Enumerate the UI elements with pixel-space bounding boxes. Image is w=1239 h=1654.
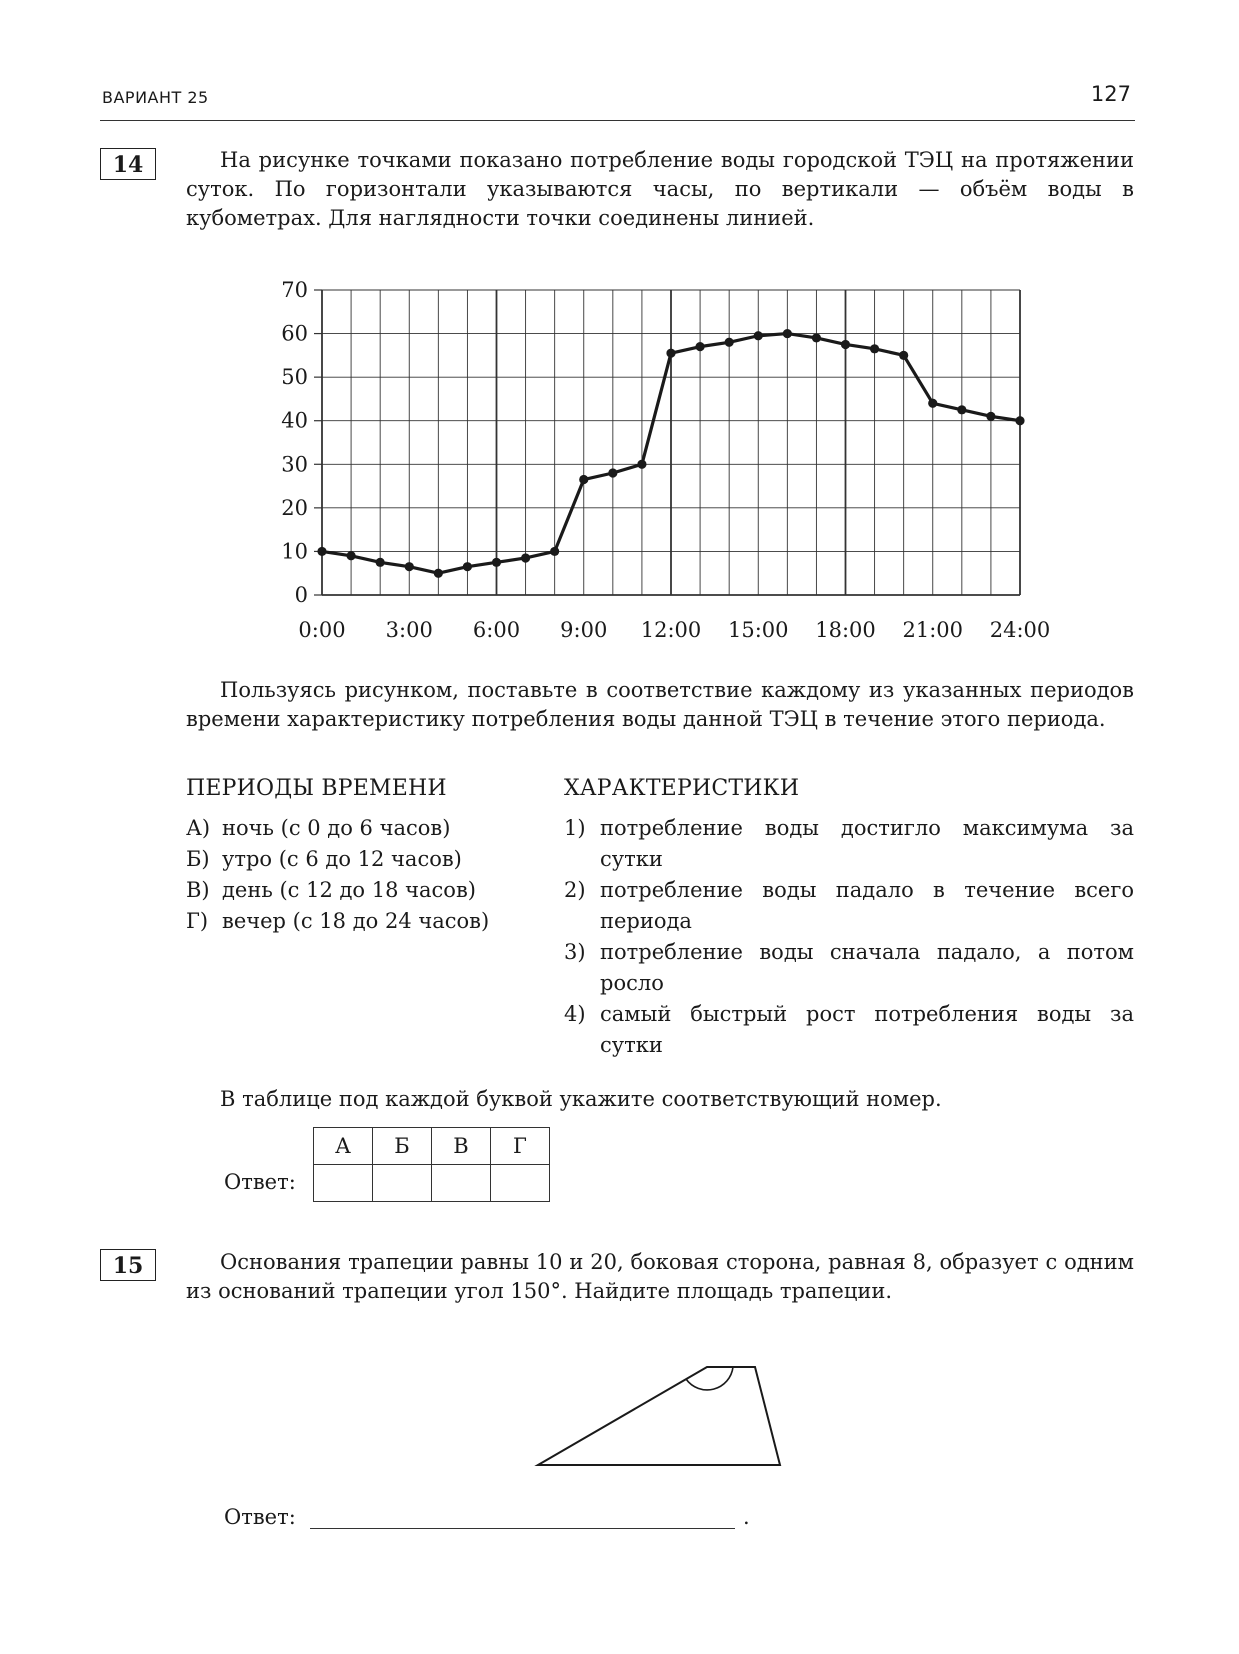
data-point <box>317 547 326 556</box>
answer-cell-g[interactable] <box>491 1165 550 1202</box>
data-point <box>521 553 530 562</box>
task-15-answer-label: Ответ: <box>224 1505 296 1529</box>
data-point <box>666 349 675 358</box>
water-consumption-chart <box>250 268 1070 648</box>
data-point <box>986 412 995 421</box>
x-tick-label: 9:00 <box>560 618 608 642</box>
chart-grid <box>322 290 1020 595</box>
data-point <box>725 338 734 347</box>
period-label: В) <box>186 878 210 902</box>
data-point <box>899 351 908 360</box>
period-label: Г) <box>186 909 209 933</box>
task-15-text: Основания трапеции равны 10 и 20, боковая сторона, равная 8, образует с одним из оснований трапеции угол 150°. Найдите площадь трапеции. <box>186 1250 1134 1303</box>
page-header <box>100 80 1135 121</box>
characteristic-label: 3) <box>564 940 586 964</box>
y-tick-label: 10 <box>281 539 308 564</box>
period-item-a <box>186 813 496 844</box>
data-point <box>463 562 472 571</box>
task-15-answer-line[interactable] <box>310 1528 735 1529</box>
characteristic-label: 2) <box>564 878 586 902</box>
answer-header-cell: Б <box>373 1128 432 1165</box>
task-14-answer-label: Ответ: <box>224 1170 296 1194</box>
characteristics-heading: ХАРАКТЕРИСТИКИ <box>564 776 800 801</box>
data-point <box>637 460 646 469</box>
data-point <box>841 340 850 349</box>
period-label: Б) <box>186 847 210 871</box>
periods-heading: ПЕРИОДЫ ВРЕМЕНИ <box>186 776 447 801</box>
data-point <box>346 551 355 560</box>
angle-arc <box>686 1367 733 1390</box>
y-tick-label: 0 <box>294 583 308 607</box>
x-tick-label: 24:00 <box>989 618 1051 642</box>
data-point <box>783 329 792 338</box>
period-text: день (с 12 до 18 часов) <box>222 878 476 902</box>
answer-end-dot: . <box>743 1505 750 1529</box>
answer-header-cell: Г <box>491 1128 550 1165</box>
trapezoid-diagram <box>530 1355 790 1475</box>
table-instruction: В таблице под каждой буквой укажите соответствующий номер. <box>220 1087 942 1111</box>
variant-label: ВАРИАНТ 25 <box>102 88 209 107</box>
y-tick-label: 50 <box>281 365 308 390</box>
period-item-g <box>186 906 496 937</box>
data-point <box>812 333 821 342</box>
x-tick-label: 18:00 <box>815 618 876 642</box>
characteristic-item-4 <box>564 999 1134 1061</box>
y-tick-label: 60 <box>281 321 308 346</box>
data-point <box>754 331 763 340</box>
answer-cell-b[interactable] <box>373 1165 432 1202</box>
page-number: 127 <box>1090 82 1131 106</box>
data-point <box>492 558 501 567</box>
chart-x-ticks <box>298 618 1050 642</box>
trapezoid-shape <box>538 1367 780 1465</box>
answer-table-input-row <box>314 1165 550 1202</box>
characteristic-text: самый быстрый рост потребления воды за сутки <box>600 1002 1134 1057</box>
data-point <box>695 342 704 351</box>
period-text: ночь (с 0 до 6 часов) <box>222 816 451 840</box>
data-point <box>434 569 443 578</box>
y-tick-label: 20 <box>281 495 308 520</box>
periods-list <box>186 813 496 937</box>
period-item-v <box>186 875 496 906</box>
data-point <box>376 558 385 567</box>
y-tick-label: 30 <box>281 452 308 477</box>
characteristic-text: потребление воды достигло максимума за сутки <box>600 816 1134 871</box>
task-15-number: 15 <box>100 1249 156 1281</box>
data-point <box>608 468 617 477</box>
data-point <box>1015 416 1024 425</box>
period-text: утро (с 6 до 12 часов) <box>222 847 462 871</box>
data-point <box>550 547 559 556</box>
data-point <box>928 399 937 408</box>
answer-header-cell: А <box>314 1128 373 1165</box>
data-point <box>579 475 588 484</box>
characteristic-item-3 <box>564 937 1134 999</box>
period-text: вечер (с 18 до 24 часов) <box>222 909 490 933</box>
task-14-instruction: Пользуясь рисунком, поставьте в соответствие каждому из указанных периодов времени характеристику потребления воды данной ТЭЦ в течение этого периода. <box>186 678 1134 731</box>
x-tick-label: 12:00 <box>640 618 702 642</box>
data-point <box>870 344 879 353</box>
x-tick-label: 21:00 <box>902 618 964 642</box>
task-14-intro: На рисунке точками показано потребление воды городской ТЭЦ на протяжении суток. По горизонтали указываются часы, по вертикали — объём воды в кубометрах. Для наглядности точки соединены линией. <box>186 148 1134 230</box>
characteristic-text: потребление воды падало в течение всего периода <box>600 878 1134 933</box>
answer-table-header-row <box>314 1128 550 1165</box>
answer-cell-a[interactable] <box>314 1165 373 1202</box>
characteristic-text: потребление воды сначала падало, а потом росло <box>600 940 1134 995</box>
characteristic-label: 4) <box>564 1002 586 1026</box>
x-tick-label: 0:00 <box>298 618 346 642</box>
period-item-b <box>186 844 496 875</box>
chart-y-ticks <box>281 278 322 607</box>
x-tick-label: 15:00 <box>727 618 789 642</box>
answer-header-cell: В <box>432 1128 491 1165</box>
data-point <box>957 405 966 414</box>
period-label: А) <box>186 816 211 840</box>
task-14-number: 14 <box>100 148 156 180</box>
answer-cell-v[interactable] <box>432 1165 491 1202</box>
characteristic-item-2 <box>564 875 1134 937</box>
answer-table <box>313 1127 550 1202</box>
x-tick-label: 6:00 <box>472 618 521 642</box>
characteristics-list <box>564 813 1134 1061</box>
x-tick-label: 3:00 <box>385 618 433 642</box>
y-tick-label: 70 <box>281 278 308 302</box>
data-point <box>405 562 414 571</box>
characteristic-label: 1) <box>564 816 586 840</box>
y-tick-label: 40 <box>281 408 308 433</box>
characteristic-item-1 <box>564 813 1134 875</box>
